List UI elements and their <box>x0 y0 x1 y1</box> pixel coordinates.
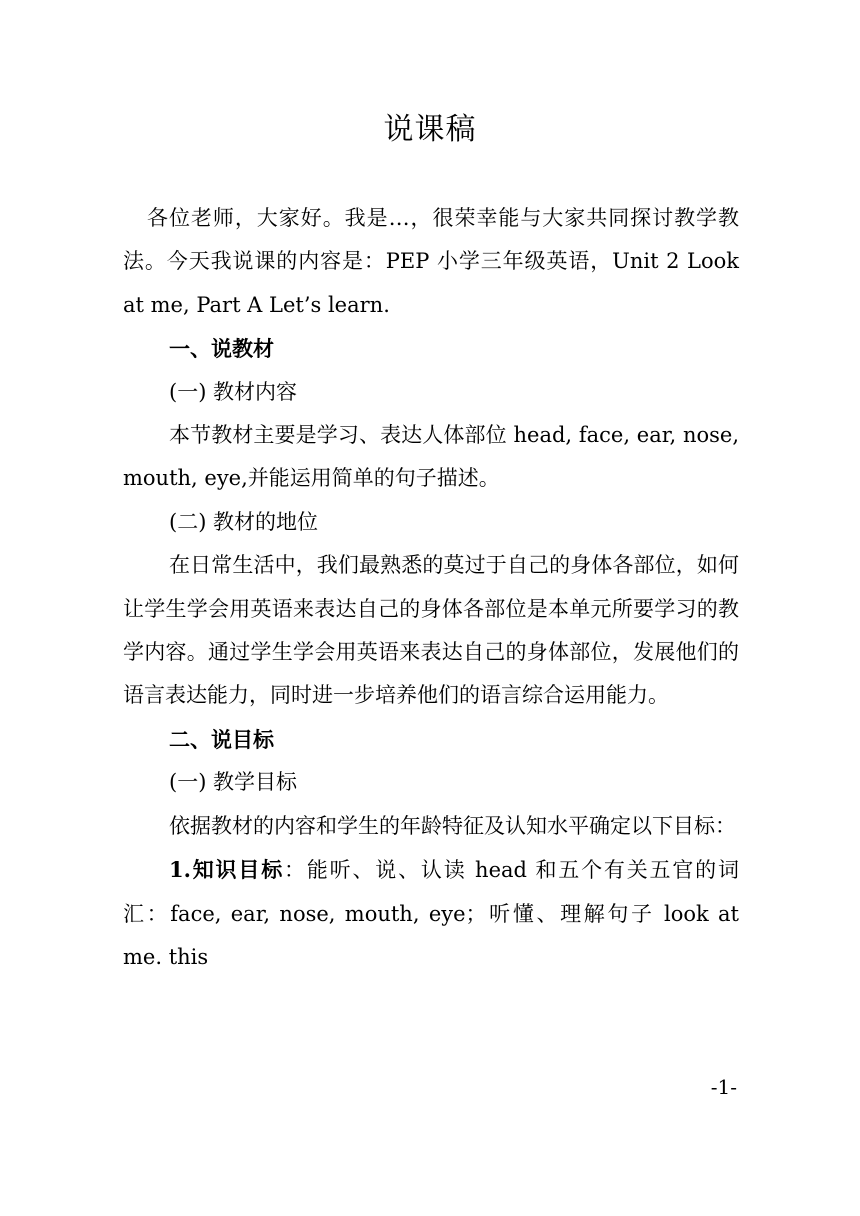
subheading-material-status: (二) 教材的地位 <box>169 509 319 534</box>
paragraph-material-content: 本节教材主要是学习、表达人体部位 head, face, ear, nose, mouth, eye,并能运用简单的句子描述。 <box>123 423 739 491</box>
paragraph-material-status: 在日常生活中，我们最熟悉的莫过于自己的身体各部位，如何让学生学会用英语来表达自己的身体各部位是本单元所要学习的教学内容。通过学生学会用英语来表达自己的身体部位，发展他们的语言表达能力，同时进一步培养他们的语言综合运用能力。 <box>123 553 739 708</box>
section-heading-materials: 一、说教材 <box>169 336 274 362</box>
intro-paragraph: 各位老师，大家好。我是…，很荣幸能与大家共同探讨教学教法。今天我说课的内容是：PEP 小学三年级英语，Unit 2 Look at me, Part A Let’s learn. <box>123 206 739 317</box>
knowledge-goal-text: ：能听、说、认读 head 和五个有关五官的词汇：face, ear, nose, mouth, eye；听懂、理解句子 look at me. this <box>123 858 739 969</box>
knowledge-goal-label: 1.知识目标 <box>169 857 285 883</box>
document-title: 说课稿 <box>383 112 477 147</box>
subheading-teaching-objectives: (一) 教学目标 <box>169 770 298 795</box>
paragraph-teaching-objectives: 依据教材的内容和学生的年龄特征及认知水平确定以下目标： <box>169 813 736 838</box>
section-heading-objectives: 二、说目标 <box>169 726 274 752</box>
document-body <box>123 197 739 979</box>
page-number: -1- <box>710 1075 737 1099</box>
knowledge-goal-paragraph <box>123 848 739 979</box>
subheading-material-content: (一) 教材内容 <box>169 379 298 404</box>
